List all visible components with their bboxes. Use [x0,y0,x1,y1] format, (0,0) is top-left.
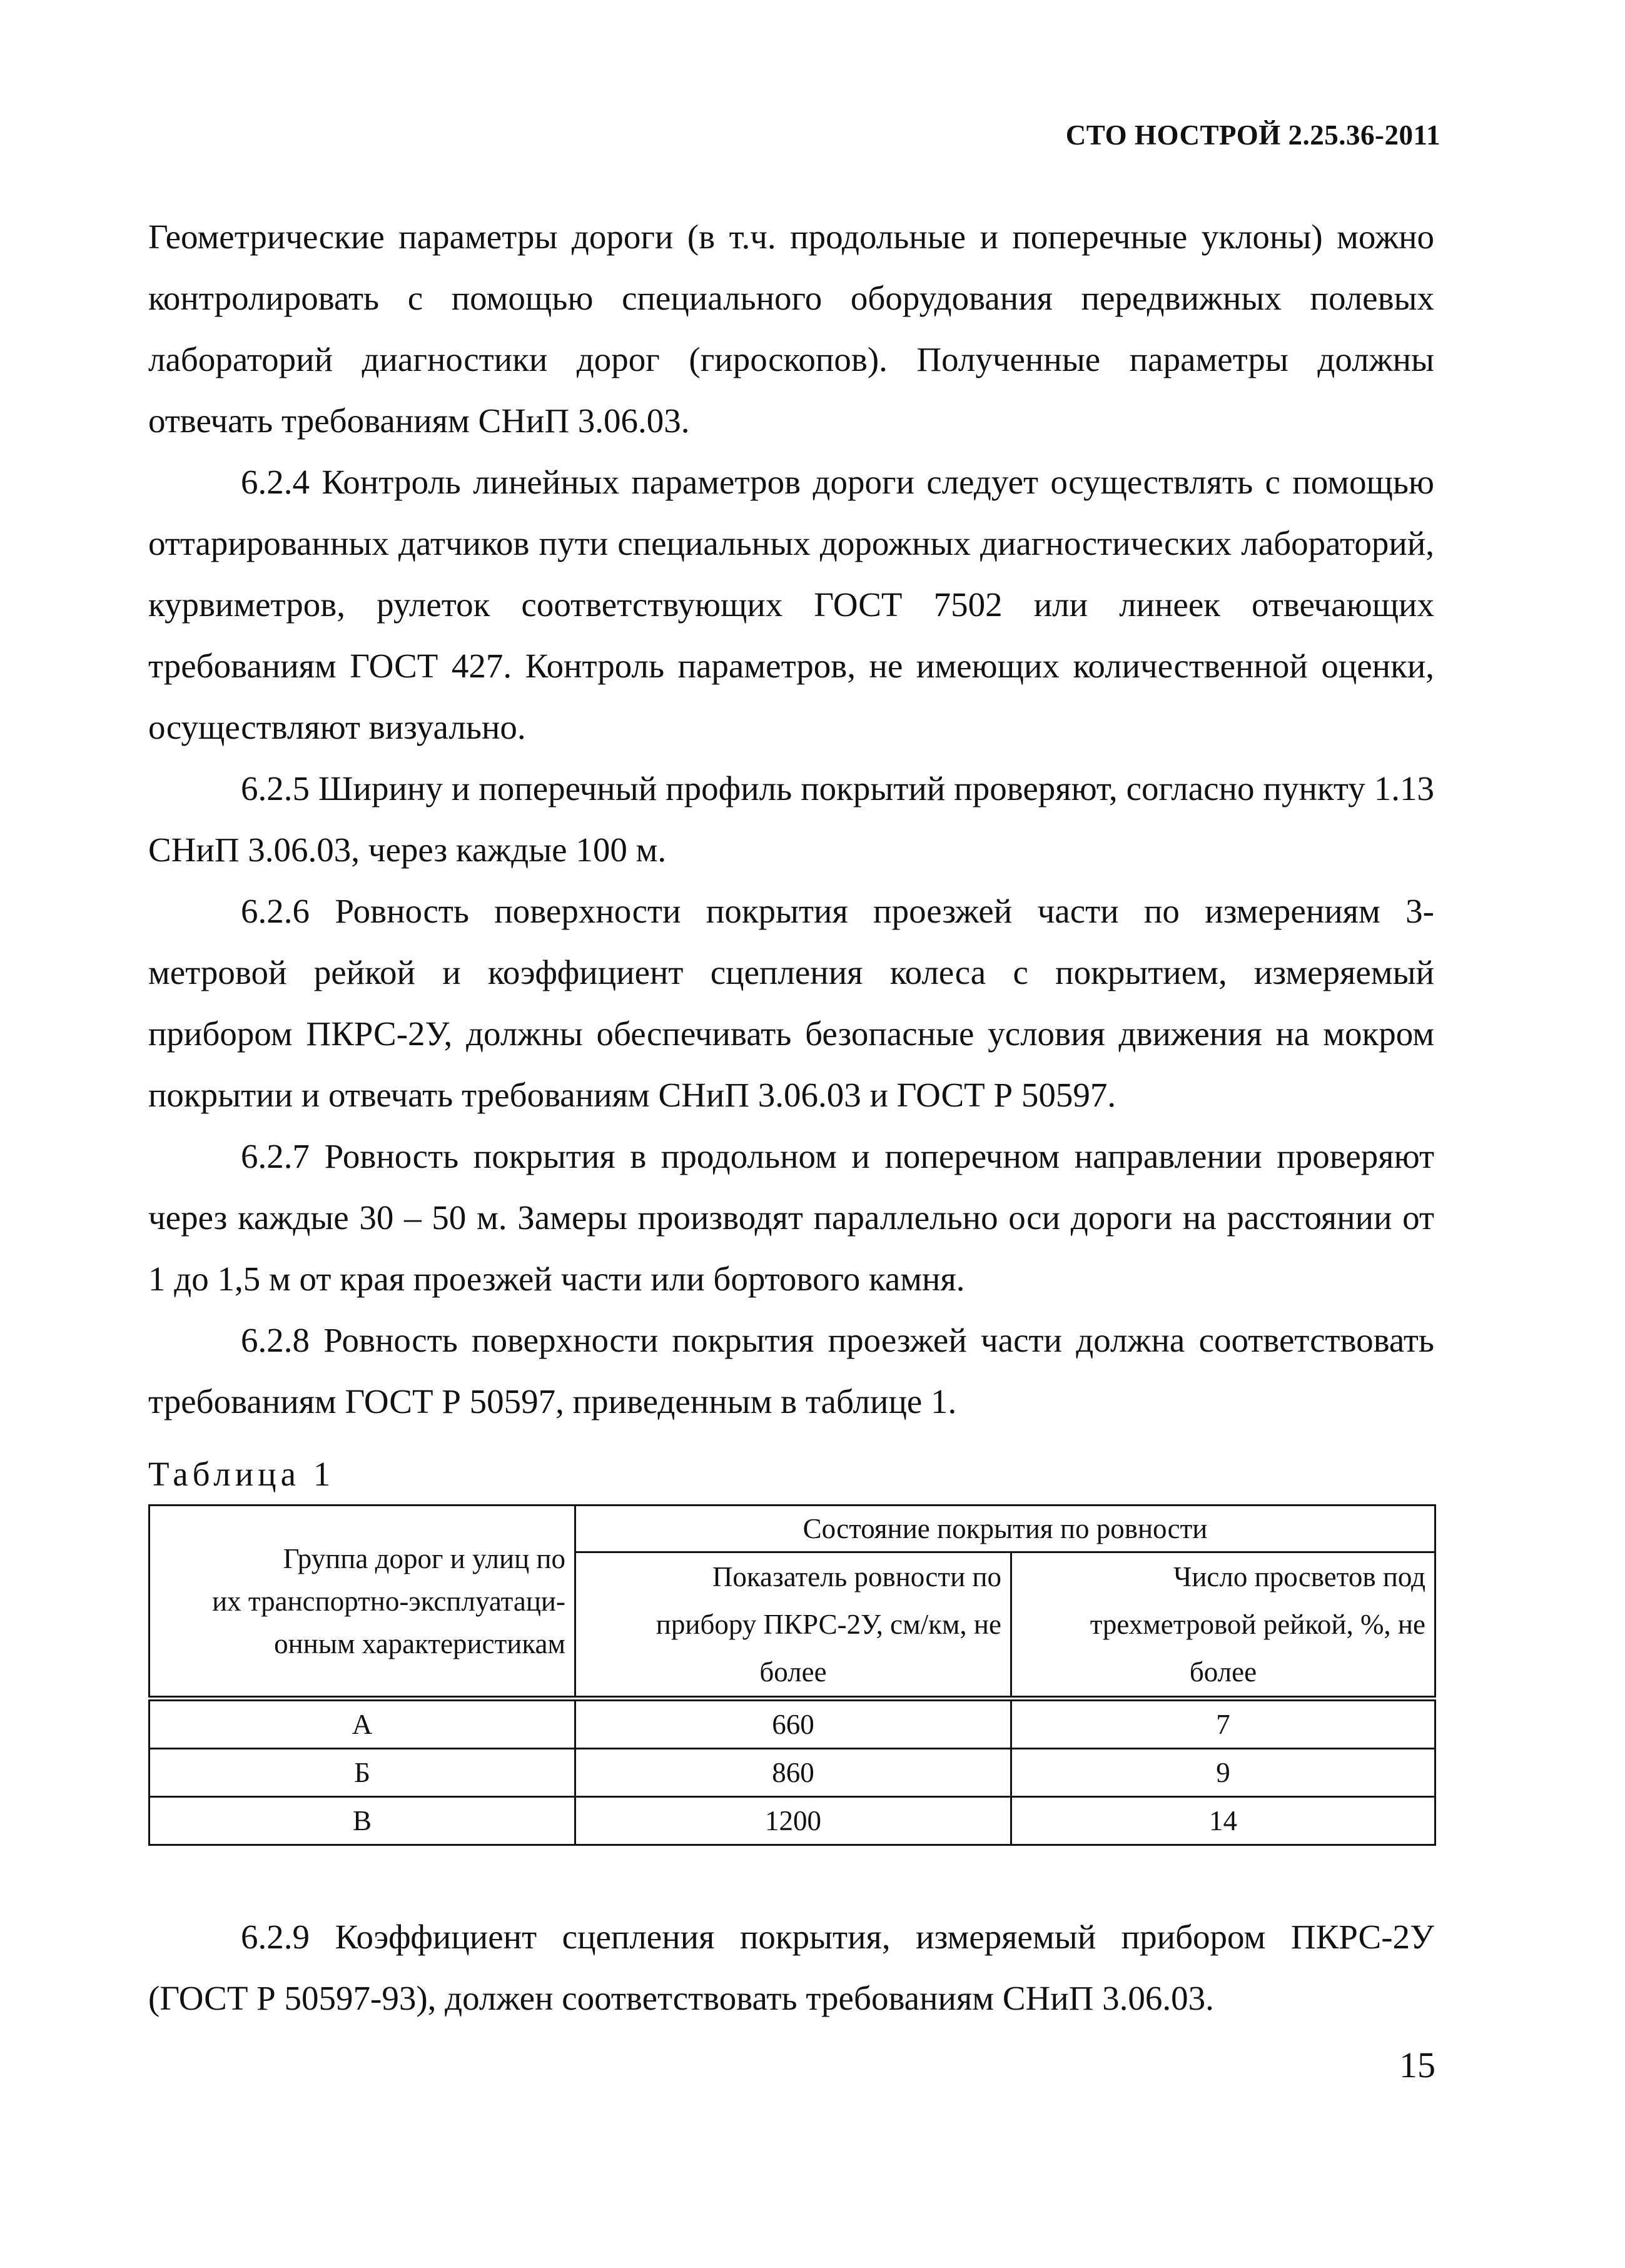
header-pkrs-line: более [759,1656,827,1688]
paragraph-geometry: Геометрические параметры дороги (в т.ч. продольные и поперечные уклоны) можно контролировать с помощью специального оборудования передвижных полевых лабораторий диагностики дорог (гироскопов). Полученные параметры должны отвечать требованиям СНиП 3.06.03. [148,218,1434,440]
paragraph-6-2-8: 6.2.8 Ровность поверхности покрытия проезжей части должна соответствовать требованиям ГОСТ Р 50597, приведенным в таблице 1. [148,1321,1434,1420]
cell-group: В [149,1797,575,1845]
paragraph-6-2-5: 6.2.5 Ширину и поперечный профиль покрытий проверяют, согласно пункту 1.13 СНиП 3.06.03, через каждые 100 м. [148,769,1434,869]
body-text-top [148,206,1434,1432]
header-road-group [149,1506,575,1699]
table-row [149,1699,1435,1749]
header-gaps-line: более [1189,1656,1257,1688]
header-road-group-line: онным характеристикам [274,1628,565,1659]
paragraph-6-2-9: 6.2.9 Коэффициент сцепления покрытия, измеряемый прибором ПКРС-2У (ГОСТ Р 50597-93), должен соответствовать требованиям СНиП 3.06.03. [148,1918,1434,2017]
body-text-bottom [148,1906,1434,2029]
paragraph-6-2-4: 6.2.4 Контроль линейных параметров дороги следует осуществлять с помощью оттарированных датчиков пути специальных дорожных диагностических лабораторий, курвиметров, рулеток соответствующих ГОСТ 7502 или линеек отвечающих требованиям ГОСТ 427. Контроль параметров, не имеющих количественной оценки, осуществляют визуально. [148,463,1434,746]
header-pkrs-index [575,1552,1011,1699]
table-header-row [149,1506,1435,1552]
cell-gaps: 7 [1011,1699,1435,1749]
table-row [149,1749,1435,1797]
document-header-code: СТО НОСТРОЙ 2.25.36-2011 [1065,119,1440,151]
header-pkrs-line: Показатель ровности по [712,1561,1001,1592]
header-road-group-line: их транспортно-эксплуатаци- [212,1585,565,1617]
cell-gaps: 9 [1011,1749,1435,1797]
header-gaps-line: трехметровой рейкой, %, не [1090,1609,1425,1640]
cell-pkrs: 660 [575,1699,1011,1749]
cell-group: Б [149,1749,575,1797]
cell-gaps: 14 [1011,1797,1435,1845]
cell-pkrs: 1200 [575,1797,1011,1845]
header-gap-count [1011,1552,1435,1699]
header-surface-state: Состояние покрытия по ровности [575,1506,1435,1552]
table-caption: Таблица 1 [148,1455,335,1493]
cell-group: А [149,1699,575,1749]
table-row [149,1797,1435,1845]
cell-pkrs: 860 [575,1749,1011,1797]
paragraph-6-2-7: 6.2.7 Ровность покрытия в продольном и поперечном направлении проверяют через каждые 30 – 50 м. Замеры производят параллельно оси дороги на расстоянии от 1 до 1,5 м от края проезжей части или бортового камня. [148,1137,1434,1298]
header-gaps-line: Число просветов под [1173,1561,1425,1592]
header-road-group-line: Группа дорог и улиц по [283,1542,565,1574]
paragraph-6-2-6: 6.2.6 Ровность поверхности покрытия проезжей части по измерениям 3-метровой рейкой и коэффициент сцепления колеса с покрытием, измеряемый прибором ПКРС-2У, должны обеспечивать безопасные условия движения на мокром покрытии и отвечать требованиям СНиП 3.06.03 и ГОСТ Р 50597. [148,892,1434,1114]
header-pkrs-line: прибору ПКРС-2У, см/км, не [656,1609,1001,1640]
page-number: 15 [1399,2045,1435,2085]
roughness-table [148,1504,1436,1846]
